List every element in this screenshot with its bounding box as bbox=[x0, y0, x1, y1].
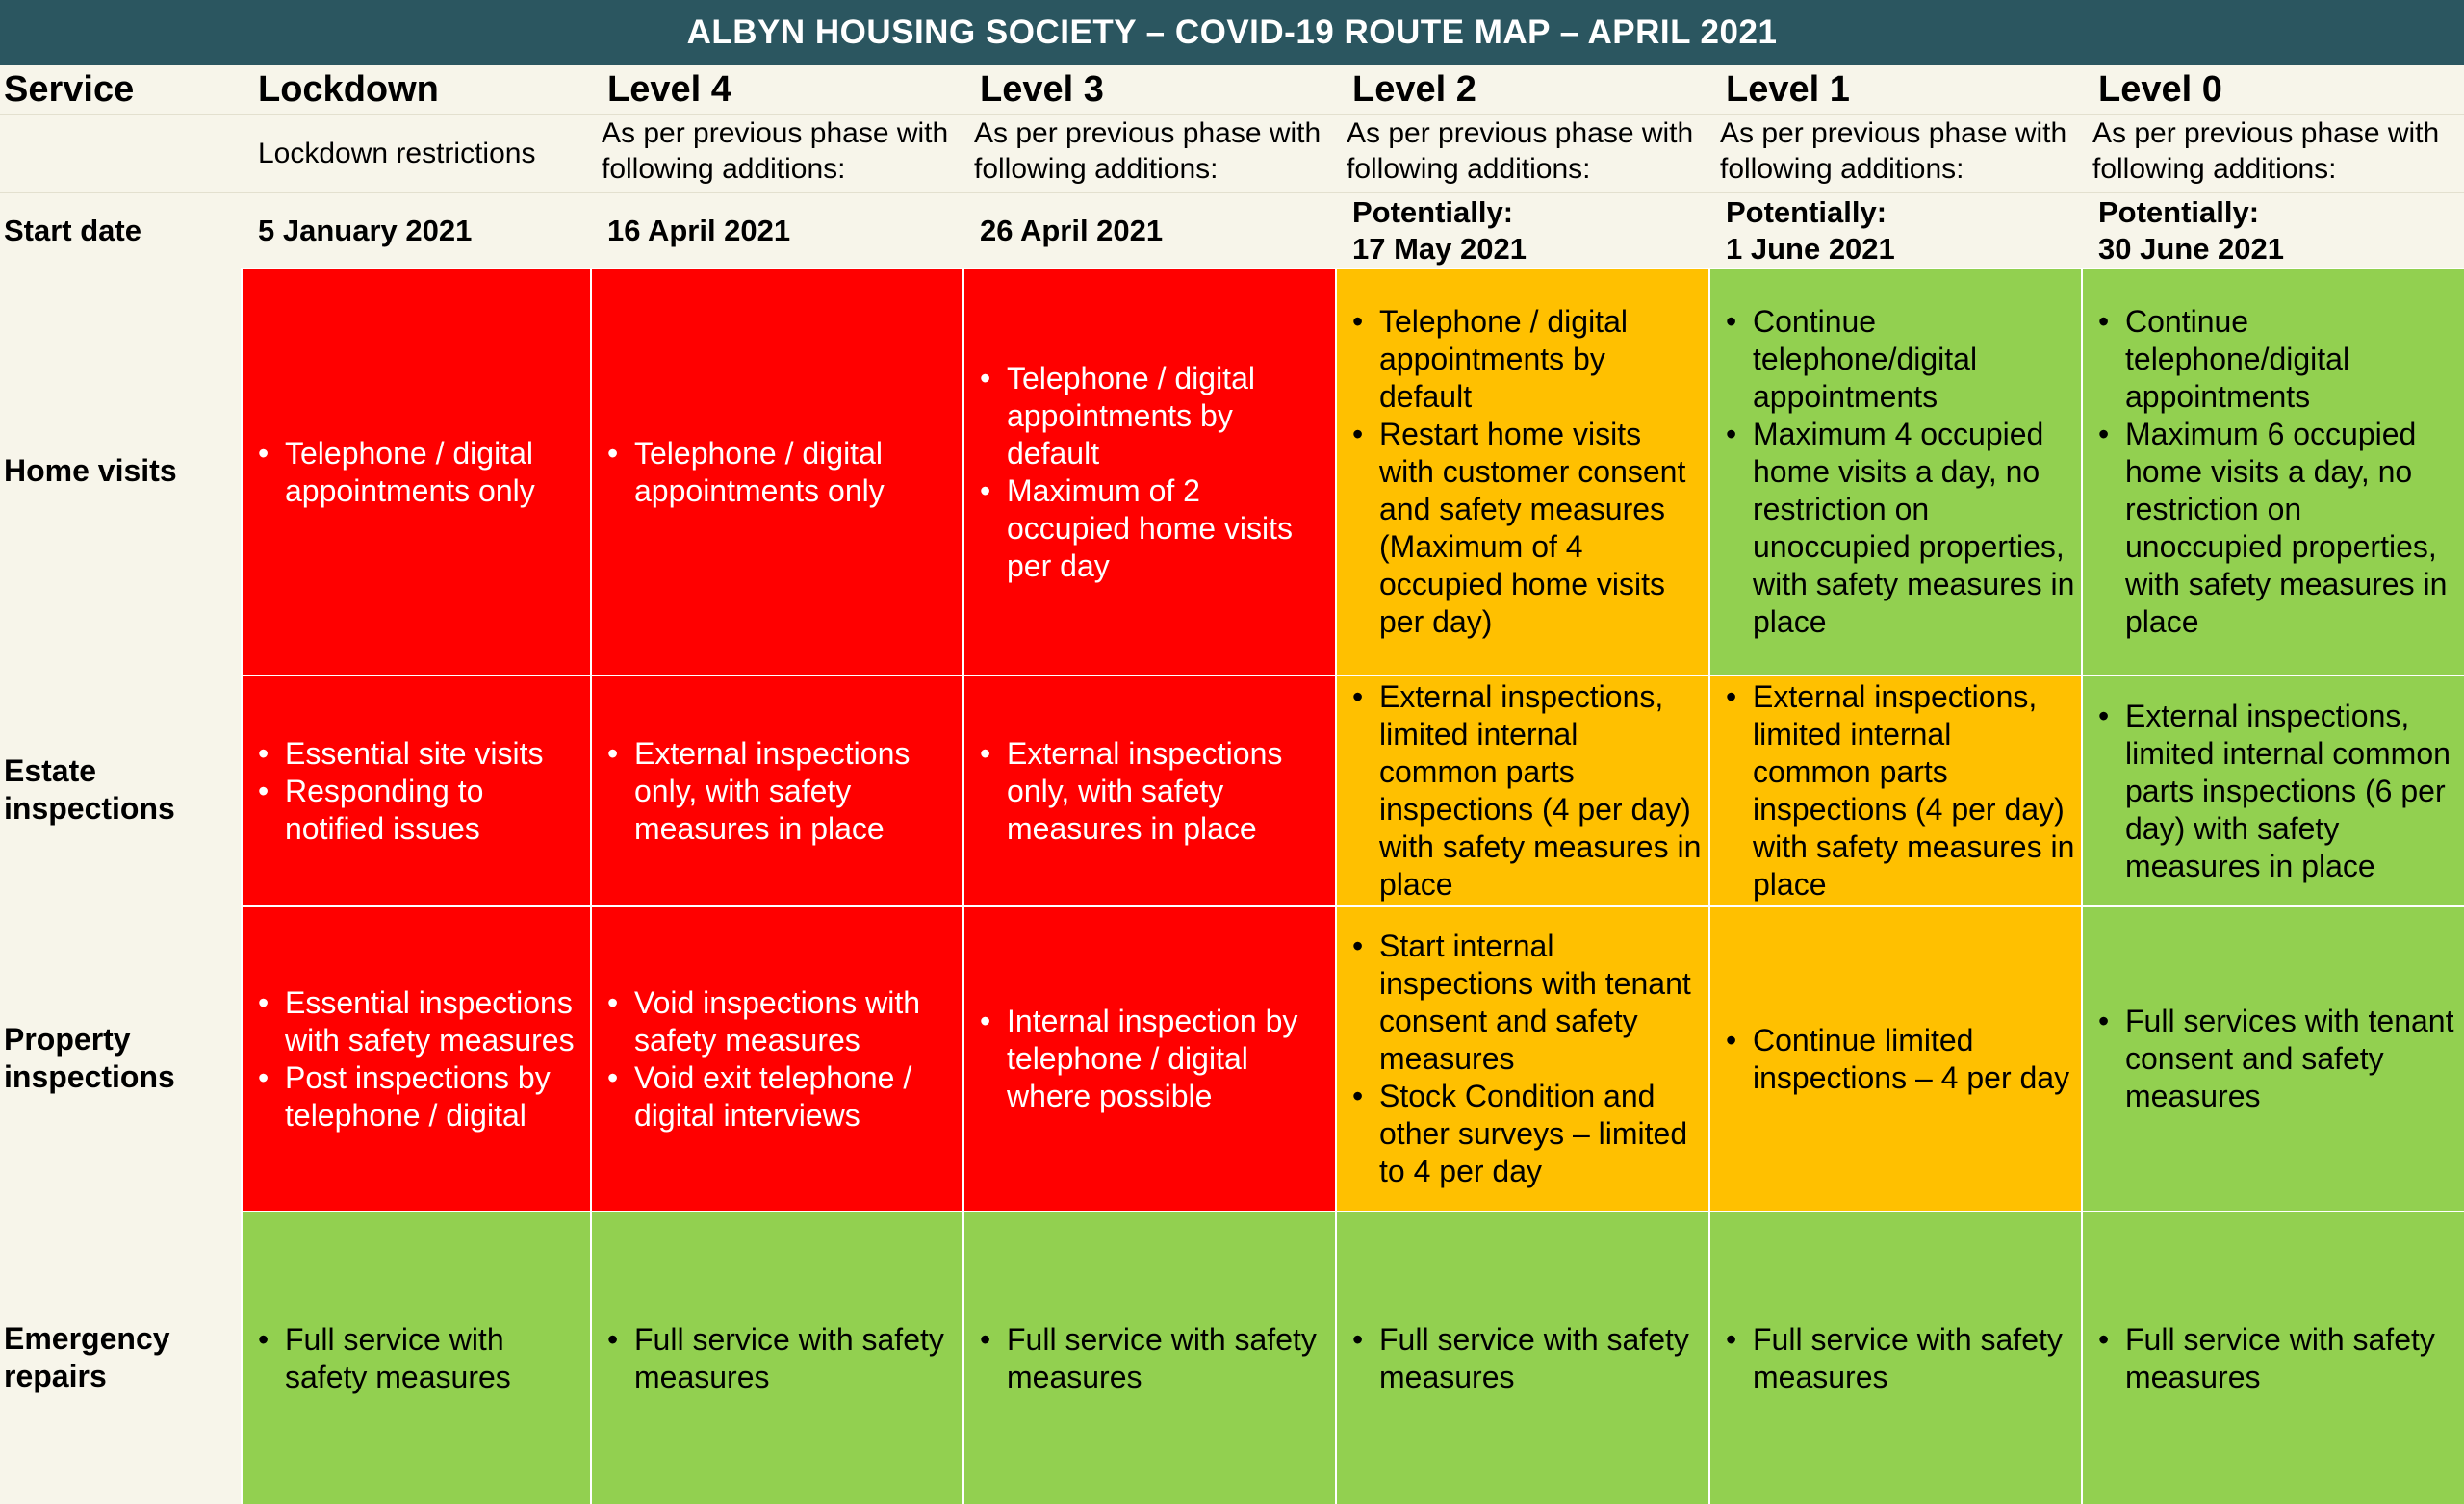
bullet-item: • Full service with safety measures bbox=[2098, 1321, 2458, 1396]
level-description-level-0: As per previous phase with following additions: bbox=[2081, 114, 2464, 192]
status-cell-home-visits-level-2 bbox=[1335, 268, 1708, 675]
status-cell-home-visits-level-0 bbox=[2081, 268, 2464, 675]
bullet-item: • Full service with safety measures bbox=[1726, 1321, 2075, 1396]
status-cell-property-inspections-level-2 bbox=[1335, 905, 1708, 1211]
bullet-list bbox=[1352, 928, 1703, 1190]
status-cell-estate-inspections-level-3 bbox=[962, 675, 1335, 905]
bullet-item: • Maximum of 2 occupied home visits per day bbox=[980, 472, 1329, 585]
bullet-item: • Void exit telephone / digital interviews bbox=[607, 1059, 957, 1134]
bullet-item: • Responding to notified issues bbox=[258, 773, 584, 848]
status-cell-home-visits-lockdown bbox=[241, 268, 590, 675]
bullet-item: • External inspections, limited internal common parts inspections (6 per day) with safety measures in place bbox=[2098, 698, 2458, 885]
status-cell-home-visits-level-4 bbox=[590, 268, 962, 675]
level-description-level-4: As per previous phase with following additions: bbox=[590, 114, 962, 192]
bullet-list bbox=[258, 435, 584, 510]
bullet-item: • External inspections only, with safety measures in place bbox=[980, 735, 1329, 848]
bullet-list bbox=[1726, 678, 2075, 904]
start-date-level-0 bbox=[2081, 192, 2464, 268]
start-date-level-3 bbox=[962, 192, 1335, 268]
bullet-item: • Full service with safety measures bbox=[607, 1321, 957, 1396]
bullet-item: • Continue telephone/digital appointments bbox=[2098, 303, 2458, 416]
bullet-list bbox=[258, 735, 584, 848]
level-description-level-1: As per previous phase with following additions: bbox=[1708, 114, 2081, 192]
start-date-value: 30 June 2021 bbox=[2098, 232, 2285, 266]
start-date-value: 1 June 2021 bbox=[1726, 232, 1895, 266]
bullet-list bbox=[1352, 303, 1703, 641]
start-date-prefix: Potentially: bbox=[2098, 195, 2260, 229]
bullet-list bbox=[607, 1321, 957, 1396]
status-cell-property-inspections-level-3 bbox=[962, 905, 1335, 1211]
bullet-list bbox=[1726, 1321, 2075, 1396]
bullet-item: • Telephone / digital appointments only bbox=[258, 435, 584, 510]
row-label-text: Emergency repairs bbox=[4, 1320, 170, 1393]
status-cell-emergency-repairs-level-1 bbox=[1708, 1211, 2081, 1504]
bullet-item: • Continue telephone/digital appointments bbox=[1726, 303, 2075, 416]
bullet-item: • Post inspections by telephone / digital bbox=[258, 1059, 584, 1134]
status-cell-property-inspections-level-1 bbox=[1708, 905, 2081, 1211]
start-date-label: Start date bbox=[0, 192, 241, 268]
start-date-lockdown bbox=[241, 192, 590, 268]
status-cell-property-inspections-level-4 bbox=[590, 905, 962, 1211]
bullet-item: • Full service with safety measures bbox=[1352, 1321, 1703, 1396]
bullet-list bbox=[258, 1321, 584, 1396]
status-cell-emergency-repairs-level-3 bbox=[962, 1211, 1335, 1504]
start-date-level-1 bbox=[1708, 192, 2081, 268]
bullet-list bbox=[607, 735, 957, 848]
status-cell-estate-inspections-lockdown bbox=[241, 675, 590, 905]
status-cell-home-visits-level-3 bbox=[962, 268, 1335, 675]
row-label-text: Property inspections bbox=[4, 1021, 175, 1094]
status-cell-estate-inspections-level-2 bbox=[1335, 675, 1708, 905]
status-cell-property-inspections-lockdown bbox=[241, 905, 590, 1211]
bullet-list bbox=[2098, 303, 2458, 641]
status-cell-estate-inspections-level-4 bbox=[590, 675, 962, 905]
bullet-item: • Telephone / digital appointments only bbox=[607, 435, 957, 510]
bullet-item: • Essential inspections with safety measures bbox=[258, 984, 584, 1059]
status-cell-emergency-repairs-level-4 bbox=[590, 1211, 962, 1504]
bullet-item: • Maximum 4 occupied home visits a day, no restriction on unoccupied properties, with safety measures in place bbox=[1726, 416, 2075, 641]
bullet-list bbox=[1726, 1022, 2075, 1097]
level-name-level-1: Level 1 bbox=[1708, 65, 2081, 114]
status-cell-estate-inspections-level-1 bbox=[1708, 675, 2081, 905]
row-label-text: Estate inspections bbox=[4, 753, 175, 826]
service-column-header: Service bbox=[0, 65, 241, 114]
bullet-list bbox=[980, 360, 1329, 585]
bullet-list bbox=[1726, 303, 2075, 641]
bullet-list bbox=[2098, 1003, 2458, 1115]
level-description-level-2: As per previous phase with following additions: bbox=[1335, 114, 1708, 192]
bullet-list bbox=[2098, 698, 2458, 885]
level-name-lockdown: Lockdown bbox=[241, 65, 590, 114]
bullet-item: • External inspections, limited internal common parts inspections (4 per day) with safety measures in place bbox=[1726, 678, 2075, 904]
status-cell-property-inspections-level-0 bbox=[2081, 905, 2464, 1211]
status-cell-home-visits-level-1 bbox=[1708, 268, 2081, 675]
bullet-list bbox=[1352, 1321, 1703, 1396]
row-label-text: Home visits bbox=[4, 453, 177, 488]
bullet-list bbox=[980, 735, 1329, 848]
level-name-level-0: Level 0 bbox=[2081, 65, 2464, 114]
status-cell-emergency-repairs-level-2 bbox=[1335, 1211, 1708, 1504]
status-cell-estate-inspections-level-0 bbox=[2081, 675, 2464, 905]
level-description-level-3: As per previous phase with following additions: bbox=[962, 114, 1335, 192]
start-date-prefix: Potentially: bbox=[1726, 195, 1887, 229]
bullet-item: • Start internal inspections with tenant consent and safety measures bbox=[1352, 928, 1703, 1078]
bullet-item: • Void inspections with safety measures bbox=[607, 984, 957, 1059]
bullet-list bbox=[607, 984, 957, 1134]
bullet-list bbox=[980, 1003, 1329, 1115]
row-label-property-inspections bbox=[0, 905, 241, 1211]
bullet-item: • Essential site visits bbox=[258, 735, 584, 773]
bullet-list bbox=[2098, 1321, 2458, 1396]
bullet-item: • Full services with tenant consent and safety measures bbox=[2098, 1003, 2458, 1115]
description-row-spacer bbox=[0, 114, 241, 192]
level-name-level-2: Level 2 bbox=[1335, 65, 1708, 114]
row-label-emergency-repairs bbox=[0, 1211, 241, 1504]
bullet-list bbox=[258, 984, 584, 1134]
start-date-prefix: Potentially: bbox=[1352, 195, 1514, 229]
page-title: ALBYN HOUSING SOCIETY – COVID-19 ROUTE MAP – APRIL 2021 bbox=[0, 0, 2464, 65]
bullet-list bbox=[607, 435, 957, 510]
row-label-estate-inspections bbox=[0, 675, 241, 905]
bullet-item: • Continue limited inspections – 4 per day bbox=[1726, 1022, 2075, 1097]
bullet-item: • Telephone / digital appointments by default bbox=[980, 360, 1329, 472]
level-name-level-3: Level 3 bbox=[962, 65, 1335, 114]
status-cell-emergency-repairs-level-0 bbox=[2081, 1211, 2464, 1504]
bullet-list bbox=[980, 1321, 1329, 1396]
bullet-item: • Full service with safety measures bbox=[258, 1321, 584, 1396]
level-description-lockdown: Lockdown restrictions bbox=[241, 114, 590, 192]
bullet-item: • Stock Condition and other surveys – limited to 4 per day bbox=[1352, 1078, 1703, 1190]
route-map-table bbox=[0, 65, 2464, 1504]
bullet-item: • External inspections only, with safety measures in place bbox=[607, 735, 957, 848]
start-date-value: 17 May 2021 bbox=[1352, 232, 1527, 266]
start-date-level-2 bbox=[1335, 192, 1708, 268]
start-date-value: 16 April 2021 bbox=[607, 213, 791, 247]
level-name-level-4: Level 4 bbox=[590, 65, 962, 114]
bullet-item: • Restart home visits with customer consent and safety measures (Maximum of 4 occupied home visits per day) bbox=[1352, 416, 1703, 641]
bullet-item: • Maximum 6 occupied home visits a day, no restriction on unoccupied properties, with safety measures in place bbox=[2098, 416, 2458, 641]
bullet-list bbox=[1352, 678, 1703, 904]
start-date-level-4 bbox=[590, 192, 962, 268]
bullet-item: • Internal inspection by telephone / digital where possible bbox=[980, 1003, 1329, 1115]
bullet-item: • Telephone / digital appointments by default bbox=[1352, 303, 1703, 416]
start-date-value: 5 January 2021 bbox=[258, 213, 473, 247]
row-label-home-visits bbox=[0, 268, 241, 675]
start-date-value: 26 April 2021 bbox=[980, 213, 1164, 247]
status-cell-emergency-repairs-lockdown bbox=[241, 1211, 590, 1504]
bullet-item: • External inspections, limited internal common parts inspections (4 per day) with safety measures in place bbox=[1352, 678, 1703, 904]
bullet-item: • Full service with safety measures bbox=[980, 1321, 1329, 1396]
